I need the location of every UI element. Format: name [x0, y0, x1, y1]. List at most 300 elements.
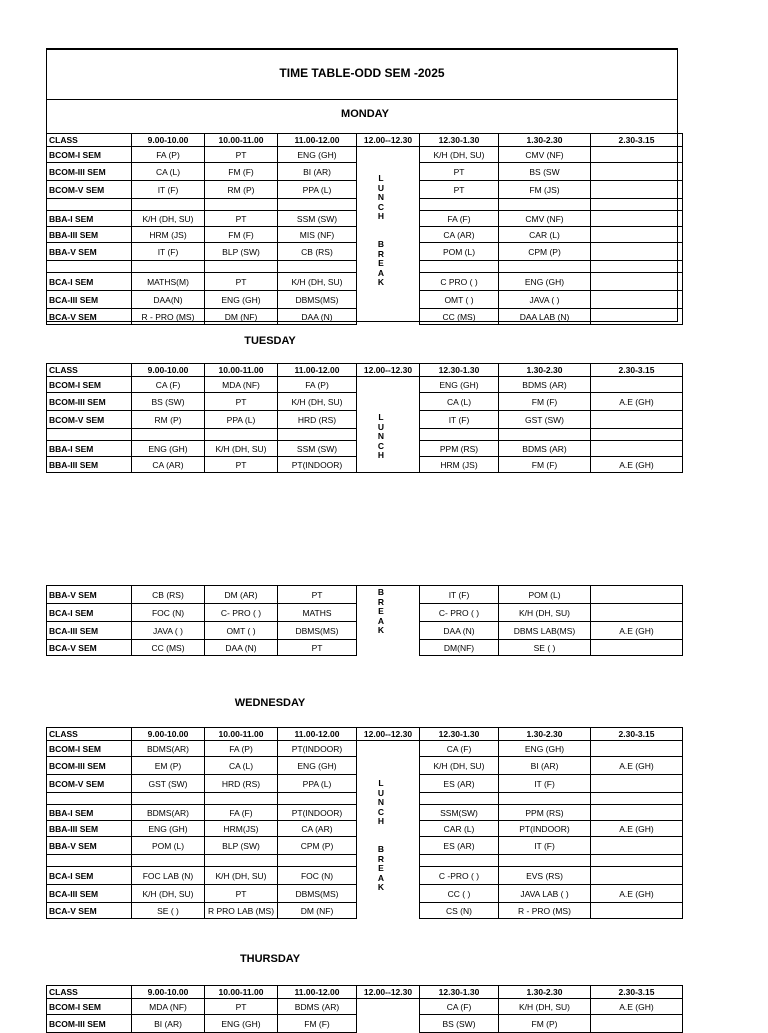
- subject-cell: ENG (GH): [278, 757, 357, 775]
- empty-cell: [499, 199, 591, 211]
- class-name-cell: BBA-V SEM: [47, 837, 132, 855]
- header-cell: 2.30-3.15: [591, 986, 683, 999]
- header-cell: 1.30-2.30: [499, 364, 591, 377]
- lunch-label-wednesday: [350, 779, 412, 827]
- subject-cell: [591, 227, 683, 243]
- empty-cell: [420, 793, 499, 805]
- subject-cell: DBMS(MS): [278, 622, 357, 640]
- subject-cell: MDA (NF): [132, 999, 205, 1015]
- subject-cell: PT(INDOOR): [278, 805, 357, 821]
- subject-cell: [591, 867, 683, 885]
- subject-cell: [591, 775, 683, 793]
- subject-cell: BLP (SW): [205, 243, 278, 261]
- header-cell: 10.00-11.00: [205, 134, 278, 147]
- subject-cell: [591, 837, 683, 855]
- subject-cell: FOC (N): [132, 604, 205, 622]
- subject-cell: HRD (RS): [205, 775, 278, 793]
- empty-cell: [591, 261, 683, 273]
- subject-cell: IT (F): [132, 243, 205, 261]
- subject-cell: DM (AR): [205, 586, 278, 604]
- subject-cell: [591, 273, 683, 291]
- table-row: [47, 377, 683, 393]
- subject-cell: DAA (N): [205, 640, 278, 656]
- lunch-label-tuesday-letter: N: [377, 431, 385, 441]
- class-name-cell: BBA-III SEM: [47, 821, 132, 837]
- header-row: [47, 364, 683, 377]
- subject-cell: PT: [278, 640, 357, 656]
- empty-cell: [591, 855, 683, 867]
- subject-cell: [591, 181, 683, 199]
- subject-cell: BS (SW): [420, 1015, 499, 1033]
- subject-cell: PT: [205, 273, 278, 291]
- subject-cell: PPM (RS): [420, 441, 499, 457]
- class-name-cell: BCOM-V SEM: [47, 181, 132, 199]
- subject-cell: EVS (RS): [499, 867, 591, 885]
- header-row: [47, 134, 683, 147]
- empty-cell: [420, 261, 499, 273]
- subject-cell: K/H (DH, SU): [278, 393, 357, 411]
- class-name-cell: BCA-I SEM: [47, 867, 132, 885]
- subject-cell: FM (P): [499, 1015, 591, 1033]
- empty-cell: [205, 429, 278, 441]
- lunch-label-monday-letter: L: [378, 173, 384, 183]
- class-name-cell: BCOM-I SEM: [47, 741, 132, 757]
- subject-cell: CA (AR): [420, 227, 499, 243]
- lunch-label-monday: [350, 174, 412, 222]
- subject-cell: CPM (P): [499, 243, 591, 261]
- empty-cell: [591, 429, 683, 441]
- subject-cell: FM (JS): [499, 181, 591, 199]
- subject-cell: [591, 586, 683, 604]
- lunch-label-wednesday-letter: N: [377, 797, 385, 807]
- subject-cell: HRD (RS): [278, 411, 357, 429]
- break-label-monday-letter: R: [377, 248, 385, 259]
- table-row: [47, 640, 683, 656]
- subject-cell: [591, 411, 683, 429]
- subject-cell: K/H (DH, SU): [205, 867, 278, 885]
- subject-cell: K/H (DH, SU): [132, 885, 205, 903]
- subject-cell: FA (P): [278, 377, 357, 393]
- header-cell: 1.30-2.30: [499, 134, 591, 147]
- subject-cell: K/H (DH, SU): [420, 757, 499, 775]
- subject-cell: PT(INDOOR): [278, 741, 357, 757]
- day-title-wednesday: WEDNESDAY: [234, 697, 306, 709]
- subject-cell: DBMS LAB(MS): [499, 622, 591, 640]
- lunch-break-cell: [357, 393, 420, 411]
- class-name-cell: BCA-III SEM: [47, 622, 132, 640]
- subject-cell: BI (AR): [132, 1015, 205, 1033]
- class-name-cell: BCOM-III SEM: [47, 393, 132, 411]
- header-cell: 1.30-2.30: [499, 986, 591, 999]
- subject-cell: FA (P): [132, 147, 205, 163]
- header-cell: 11.00-12.00: [278, 364, 357, 377]
- page-title: TIME TABLE-ODD SEM -2025: [279, 66, 445, 80]
- class-name-cell: BCA-V SEM: [47, 640, 132, 656]
- day-title-monday: MONDAY: [341, 108, 389, 120]
- subject-cell: FM (F): [499, 393, 591, 411]
- lunch-label-wednesday-letter: U: [377, 787, 385, 798]
- subject-cell: K/H (DH, SU): [499, 604, 591, 622]
- subject-cell: C- PRO ( ): [205, 604, 278, 622]
- class-name-cell: BBA-V SEM: [47, 243, 132, 261]
- empty-cell: [132, 261, 205, 273]
- class-name-cell: BCA-I SEM: [47, 604, 132, 622]
- subject-cell: FM (F): [278, 1015, 357, 1033]
- subject-cell: CMV (NF): [499, 211, 591, 227]
- page-break-row: [47, 473, 683, 586]
- timetable-thursday: [46, 985, 683, 1033]
- header-cell: CLASS: [47, 134, 132, 147]
- empty-cell: [420, 855, 499, 867]
- class-name-cell: BBA-III SEM: [47, 227, 132, 243]
- subject-cell: [591, 741, 683, 757]
- subject-cell: ENG (GH): [420, 377, 499, 393]
- header-cell: 10.00-11.00: [205, 728, 278, 741]
- subject-cell: CAR (L): [499, 227, 591, 243]
- subject-cell: CC ( ): [420, 885, 499, 903]
- subject-cell: [591, 163, 683, 181]
- header-cell: 12.30-1.30: [420, 134, 499, 147]
- empty-cell: [132, 199, 205, 211]
- class-name-cell: BBA-V SEM: [47, 586, 132, 604]
- subject-cell: POM (L): [132, 837, 205, 855]
- break-label-tuesday-letter: K: [377, 625, 385, 635]
- empty-cell: [205, 855, 278, 867]
- class-name-cell: BCOM-I SEM: [47, 377, 132, 393]
- break-label-wednesday-letter: R: [377, 853, 385, 864]
- subject-cell: RM (P): [205, 181, 278, 199]
- break-label-tuesday-letter: R: [377, 596, 385, 607]
- break-label-tuesday-letter: B: [377, 587, 385, 597]
- break-label-monday-letter: A: [377, 267, 385, 278]
- empty-cell: [278, 199, 357, 211]
- class-name-cell: BCOM-V SEM: [47, 775, 132, 793]
- header-row: [47, 986, 683, 999]
- subject-cell: K/H (DH, SU): [132, 211, 205, 227]
- empty-cell: [278, 429, 357, 441]
- title-divider: [47, 99, 677, 100]
- subject-cell: DBMS(MS): [278, 885, 357, 903]
- subject-cell: PT: [205, 211, 278, 227]
- break-label-wednesday: [350, 845, 412, 893]
- header-cell: 11.00-12.00: [278, 134, 357, 147]
- header-cell: 1.30-2.30: [499, 728, 591, 741]
- subject-cell: SE ( ): [132, 903, 205, 919]
- subject-cell: A.E (GH): [591, 457, 683, 473]
- subject-cell: [591, 291, 683, 309]
- subject-cell: HRM (JS): [132, 227, 205, 243]
- subject-cell: PT: [205, 999, 278, 1015]
- header-cell: 9.00-10.00: [132, 728, 205, 741]
- lunch-label-wednesday-letter: L: [378, 778, 384, 788]
- day-title-tuesday: TUESDAY: [244, 335, 296, 347]
- subject-cell: FM (F): [205, 227, 278, 243]
- subject-cell: CS (N): [420, 903, 499, 919]
- subject-cell: ES (AR): [420, 775, 499, 793]
- empty-cell: [47, 855, 132, 867]
- lunch-break-cell: [357, 640, 420, 656]
- subject-cell: BI (AR): [499, 757, 591, 775]
- header-cell: 9.00-10.00: [132, 364, 205, 377]
- header-cell: 12.00--12.30: [357, 728, 420, 741]
- subject-cell: ENG (GH): [132, 441, 205, 457]
- day-title-thursday: THURSDAY: [239, 953, 301, 965]
- subject-cell: K/H (DH, SU): [205, 441, 278, 457]
- subject-cell: SE ( ): [499, 640, 591, 656]
- lunch-label-wednesday-letter: C: [377, 806, 385, 817]
- table-row: [47, 309, 683, 325]
- timetable-monday: [46, 133, 683, 325]
- empty-cell: [499, 855, 591, 867]
- subject-cell: ENG (GH): [132, 821, 205, 837]
- lunch-label-monday-letter: C: [377, 201, 385, 212]
- break-label-tuesday-letter: E: [378, 606, 384, 616]
- subject-cell: IT (F): [420, 411, 499, 429]
- empty-cell: [278, 261, 357, 273]
- subject-cell: CA (L): [205, 757, 278, 775]
- subject-cell: PT: [205, 457, 278, 473]
- class-name-cell: BCOM-I SEM: [47, 147, 132, 163]
- subject-cell: DM(NF): [420, 640, 499, 656]
- lunch-label-wednesday-letter: H: [377, 816, 385, 826]
- subject-cell: HRM (JS): [420, 457, 499, 473]
- subject-cell: DAA (N): [278, 309, 357, 325]
- subject-cell: DAA(N): [132, 291, 205, 309]
- lunch-label-tuesday-letter: L: [378, 412, 384, 422]
- subject-cell: BS (SW): [132, 393, 205, 411]
- empty-cell: [132, 429, 205, 441]
- class-name-cell: BCA-I SEM: [47, 273, 132, 291]
- header-cell: 9.00-10.00: [132, 986, 205, 999]
- lunch-break-cell: [357, 147, 420, 163]
- subject-cell: R PRO LAB (MS): [205, 903, 278, 919]
- header-cell: 10.00-11.00: [205, 364, 278, 377]
- subject-cell: JAVA ( ): [132, 622, 205, 640]
- subject-cell: MDA (NF): [205, 377, 278, 393]
- subject-cell: SSM (SW): [278, 441, 357, 457]
- lunch-break-cell: [357, 757, 420, 775]
- header-cell: 10.00-11.00: [205, 986, 278, 999]
- class-name-cell: BCA-V SEM: [47, 903, 132, 919]
- subject-cell: [591, 147, 683, 163]
- subject-cell: [591, 377, 683, 393]
- subject-cell: GST (SW): [499, 411, 591, 429]
- subject-cell: A.E (GH): [591, 999, 683, 1015]
- subject-cell: FM (F): [205, 163, 278, 181]
- subject-cell: PT(INDOOR): [499, 821, 591, 837]
- break-label-tuesday: [350, 588, 412, 636]
- subject-cell: BDMS (AR): [499, 377, 591, 393]
- subject-cell: PPA (L): [278, 181, 357, 199]
- header-cell: 12.30-1.30: [420, 986, 499, 999]
- subject-cell: C -PRO ( ): [420, 867, 499, 885]
- lunch-label-tuesday-letter: U: [377, 421, 385, 432]
- break-label-monday: [350, 240, 412, 288]
- table-row: [47, 291, 683, 309]
- subject-cell: BDMS(AR): [132, 805, 205, 821]
- subject-cell: CB (RS): [278, 243, 357, 261]
- empty-cell: [205, 793, 278, 805]
- subject-cell: FOC (N): [278, 867, 357, 885]
- subject-cell: BDMS (AR): [278, 999, 357, 1015]
- subject-cell: CB (RS): [132, 586, 205, 604]
- subject-cell: C- PRO ( ): [420, 604, 499, 622]
- empty-cell: [591, 199, 683, 211]
- empty-cell: [278, 855, 357, 867]
- subject-cell: A.E (GH): [591, 622, 683, 640]
- subject-cell: SSM(SW): [420, 805, 499, 821]
- subject-cell: ENG (GH): [205, 1015, 278, 1033]
- subject-cell: A.E (GH): [591, 757, 683, 775]
- header-cell: 12.00--12.30: [357, 986, 420, 999]
- subject-cell: [591, 604, 683, 622]
- table-row: [47, 147, 683, 163]
- break-label-wednesday-letter: E: [378, 863, 384, 873]
- header-cell: 12.30-1.30: [420, 364, 499, 377]
- class-name-cell: BBA-I SEM: [47, 211, 132, 227]
- empty-cell: [278, 793, 357, 805]
- subject-cell: K/H (DH, SU): [420, 147, 499, 163]
- subject-cell: FOC LAB (N): [132, 867, 205, 885]
- subject-cell: CPM (P): [278, 837, 357, 855]
- header-cell: 2.30-3.15: [591, 364, 683, 377]
- subject-cell: IT (F): [132, 181, 205, 199]
- header-cell: 12.30-1.30: [420, 728, 499, 741]
- subject-cell: ENG (GH): [278, 147, 357, 163]
- empty-cell: [499, 261, 591, 273]
- subject-cell: [591, 805, 683, 821]
- subject-cell: DBMS(MS): [278, 291, 357, 309]
- table-row: [47, 903, 683, 919]
- subject-cell: IT (F): [499, 837, 591, 855]
- subject-cell: CAR (L): [420, 821, 499, 837]
- empty-cell: [591, 793, 683, 805]
- subject-cell: [591, 243, 683, 261]
- class-name-cell: BCOM-I SEM: [47, 999, 132, 1015]
- class-name-cell: BCA-V SEM: [47, 309, 132, 325]
- header-cell: CLASS: [47, 986, 132, 999]
- break-label-monday-letter: E: [378, 258, 384, 268]
- subject-cell: SSM (SW): [278, 211, 357, 227]
- class-name-cell: BCA-III SEM: [47, 291, 132, 309]
- subject-cell: PT: [278, 586, 357, 604]
- subject-cell: CA (F): [132, 377, 205, 393]
- subject-cell: PT: [205, 885, 278, 903]
- lunch-label-tuesday: [350, 413, 412, 461]
- header-cell: 9.00-10.00: [132, 134, 205, 147]
- subject-cell: R - PRO (MS): [132, 309, 205, 325]
- class-name-cell: BBA-I SEM: [47, 805, 132, 821]
- lunch-label-monday-letter: N: [377, 192, 385, 202]
- subject-cell: CA (AR): [132, 457, 205, 473]
- subject-cell: MATHS: [278, 604, 357, 622]
- class-name-cell: BCOM-III SEM: [47, 163, 132, 181]
- subject-cell: K/H (DH, SU): [499, 999, 591, 1015]
- header-cell: 2.30-3.15: [591, 728, 683, 741]
- subject-cell: [591, 903, 683, 919]
- empty-cell: [205, 199, 278, 211]
- subject-cell: C PRO ( ): [420, 273, 499, 291]
- lunch-label-tuesday-letter: H: [377, 450, 385, 460]
- subject-cell: ENG (GH): [499, 741, 591, 757]
- subject-cell: FA (F): [420, 211, 499, 227]
- subject-cell: PT: [205, 393, 278, 411]
- subject-cell: CA (F): [420, 741, 499, 757]
- header-cell: 11.00-12.00: [278, 986, 357, 999]
- lunch-break-cell: [357, 309, 420, 325]
- subject-cell: CC (MS): [420, 309, 499, 325]
- subject-cell: CA (L): [420, 393, 499, 411]
- subject-cell: PPM (RS): [499, 805, 591, 821]
- subject-cell: [591, 211, 683, 227]
- empty-cell: [499, 429, 591, 441]
- subject-cell: DAA (N): [420, 622, 499, 640]
- subject-cell: RM (P): [132, 411, 205, 429]
- header-cell: CLASS: [47, 364, 132, 377]
- subject-cell: BDMS(AR): [132, 741, 205, 757]
- subject-cell: CA (AR): [278, 821, 357, 837]
- class-name-cell: BBA-III SEM: [47, 457, 132, 473]
- header-cell: 11.00-12.00: [278, 728, 357, 741]
- subject-cell: POM (L): [420, 243, 499, 261]
- class-name-cell: BCA-III SEM: [47, 885, 132, 903]
- subject-cell: PT: [420, 181, 499, 199]
- subject-cell: DAA LAB (N): [499, 309, 591, 325]
- empty-cell: [132, 793, 205, 805]
- subject-cell: BDMS (AR): [499, 441, 591, 457]
- subject-cell: HRM(JS): [205, 821, 278, 837]
- empty-cell: [47, 261, 132, 273]
- subject-cell: PPA (L): [205, 411, 278, 429]
- subject-cell: OMT ( ): [420, 291, 499, 309]
- subject-cell: IT (F): [499, 775, 591, 793]
- lunch-break-cell: [357, 903, 420, 919]
- subject-cell: JAVA LAB ( ): [499, 885, 591, 903]
- empty-cell: [499, 793, 591, 805]
- subject-cell: PT(INDOOR): [278, 457, 357, 473]
- class-name-cell: BBA-I SEM: [47, 441, 132, 457]
- break-label-monday-letter: B: [377, 239, 385, 249]
- header-row: [47, 728, 683, 741]
- table-row: [47, 999, 683, 1015]
- subject-cell: MIS (NF): [278, 227, 357, 243]
- subject-cell: MATHS(M): [132, 273, 205, 291]
- subject-cell: DM (NF): [278, 903, 357, 919]
- subject-cell: FA (P): [205, 741, 278, 757]
- break-label-tuesday-letter: A: [377, 615, 385, 626]
- break-label-wednesday-letter: B: [377, 844, 385, 854]
- subject-cell: CMV (NF): [499, 147, 591, 163]
- lunch-break-cell: [357, 999, 420, 1015]
- empty-cell: [420, 199, 499, 211]
- subject-cell: POM (L): [499, 586, 591, 604]
- empty-cell: [205, 261, 278, 273]
- subject-cell: CA (L): [132, 163, 205, 181]
- subject-cell: A.E (GH): [591, 885, 683, 903]
- subject-cell: ENG (GH): [499, 273, 591, 291]
- subject-cell: R - PRO (MS): [499, 903, 591, 919]
- subject-cell: FM (F): [499, 457, 591, 473]
- header-cell: CLASS: [47, 728, 132, 741]
- subject-cell: BS (SW: [499, 163, 591, 181]
- subject-cell: PT: [420, 163, 499, 181]
- subject-cell: ENG (GH): [205, 291, 278, 309]
- subject-cell: DM (NF): [205, 309, 278, 325]
- class-name-cell: BCOM-III SEM: [47, 1015, 132, 1033]
- subject-cell: PT: [205, 147, 278, 163]
- table-row: [47, 741, 683, 757]
- subject-cell: GST (SW): [132, 775, 205, 793]
